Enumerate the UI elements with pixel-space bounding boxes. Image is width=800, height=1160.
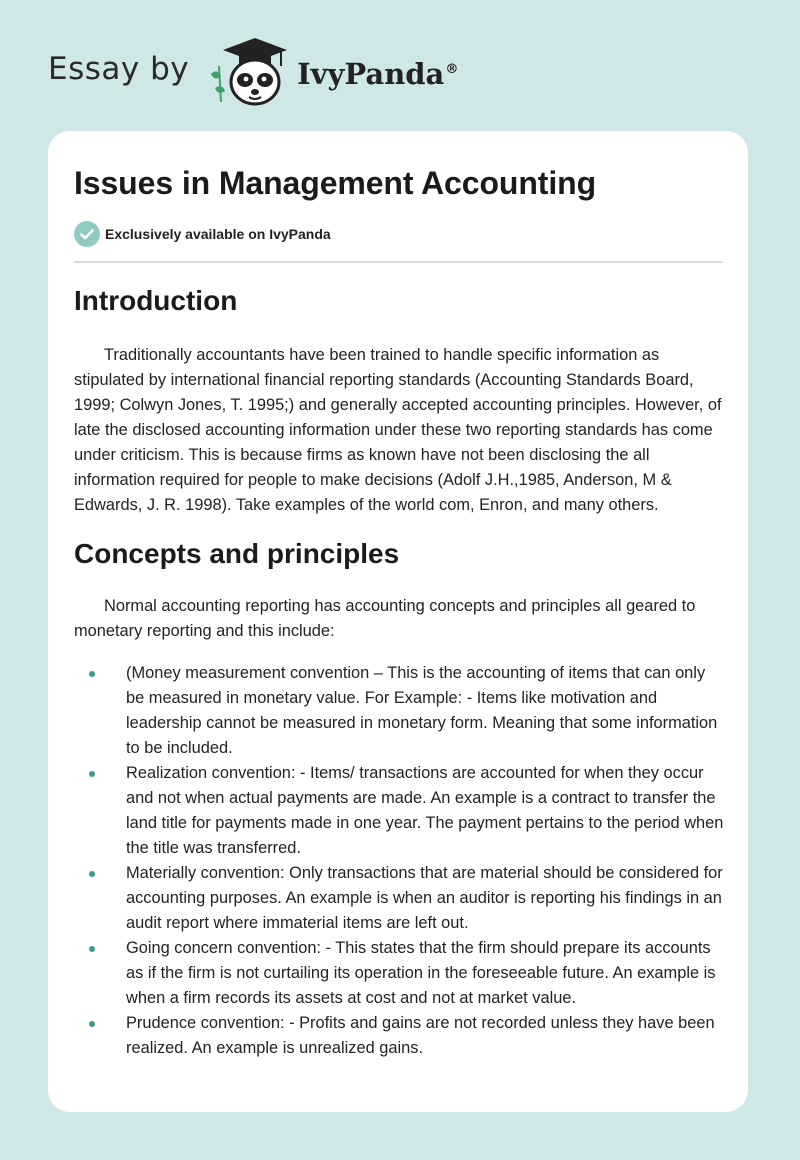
section-heading-introduction: Introduction	[74, 285, 238, 316]
section-heading-concepts: Concepts and principles	[74, 538, 400, 569]
list-item	[74, 861, 724, 936]
list-item-text: Prudence convention: - Profits and gains are not recorded unless they have been realized. An example is unrealized gains.	[126, 1014, 715, 1057]
introduction-paragraph: Traditionally accountants have been trained to handle specific information as stipulated by international financial reporting standards (Accounting Standards Board, 1999; Colwyn Jones, T. 1995;) and generally accepted accounting principles. However, of late the disclosed accounting information under these two reporting standards has come under criticism. This is because firms as known have not been disclosing the all information required for people to make decisions (Adolf J.H.,1985, Anderson, M & Edwards, J. R. 1998). Take examples of the world com, Enron, and many others.	[74, 346, 722, 514]
bullet-icon	[89, 871, 95, 877]
badge-text: Exclusively available on IvyPanda	[105, 226, 331, 242]
list-item	[74, 661, 724, 761]
bullet-icon	[89, 671, 95, 677]
trademark-symbol: ®	[445, 62, 459, 78]
list-item-text: Going concern convention: - This states that the firm should prepare its accounts as if the firm is not curtailing its operation in the foreseeable future. An example is when a firm records its assets at cost and not at market value.	[126, 939, 716, 1007]
list-item-text: (Money measurement convention – This is the accounting of items that can only be measured in monetary value. For Example: - Items like motivation and leadership cannot be measured in monetary form. Meaning that some information to be included.	[126, 664, 718, 757]
panda-logo-icon[interactable]	[201, 36, 293, 108]
page-title: Issues in Management Accounting	[74, 165, 597, 201]
concepts-paragraph: Normal accounting reporting has accounting concepts and principles all geared to monetary reporting and this include:	[74, 597, 696, 640]
conventions-list	[74, 661, 724, 1061]
list-item-text: Realization convention: - Items/ transactions are accounted for when they occur and not when actual payments are made. An example is a contract to transfer the land title for payments made in one year. The payment pertains to the period when the title was transferred.	[126, 764, 724, 857]
brand-name[interactable]: IvyPanda®	[297, 57, 459, 91]
list-item	[74, 936, 724, 1011]
bullet-icon	[89, 771, 95, 777]
check-circle-icon	[74, 221, 100, 247]
list-item	[74, 1011, 724, 1061]
bullet-icon	[89, 1021, 95, 1027]
essay-card	[48, 131, 748, 1112]
list-item	[74, 761, 724, 861]
exclusive-badge	[74, 221, 331, 247]
essay-by-label: Essay by	[48, 51, 190, 87]
bullet-icon	[89, 946, 95, 952]
list-item-text: Materially convention: Only transactions that are material should be considered for accounting purposes. An example is when an auditor is reporting his findings in an audit report where immaterial items are left out.	[126, 864, 723, 932]
site-header	[48, 36, 568, 108]
title-divider	[74, 261, 723, 263]
